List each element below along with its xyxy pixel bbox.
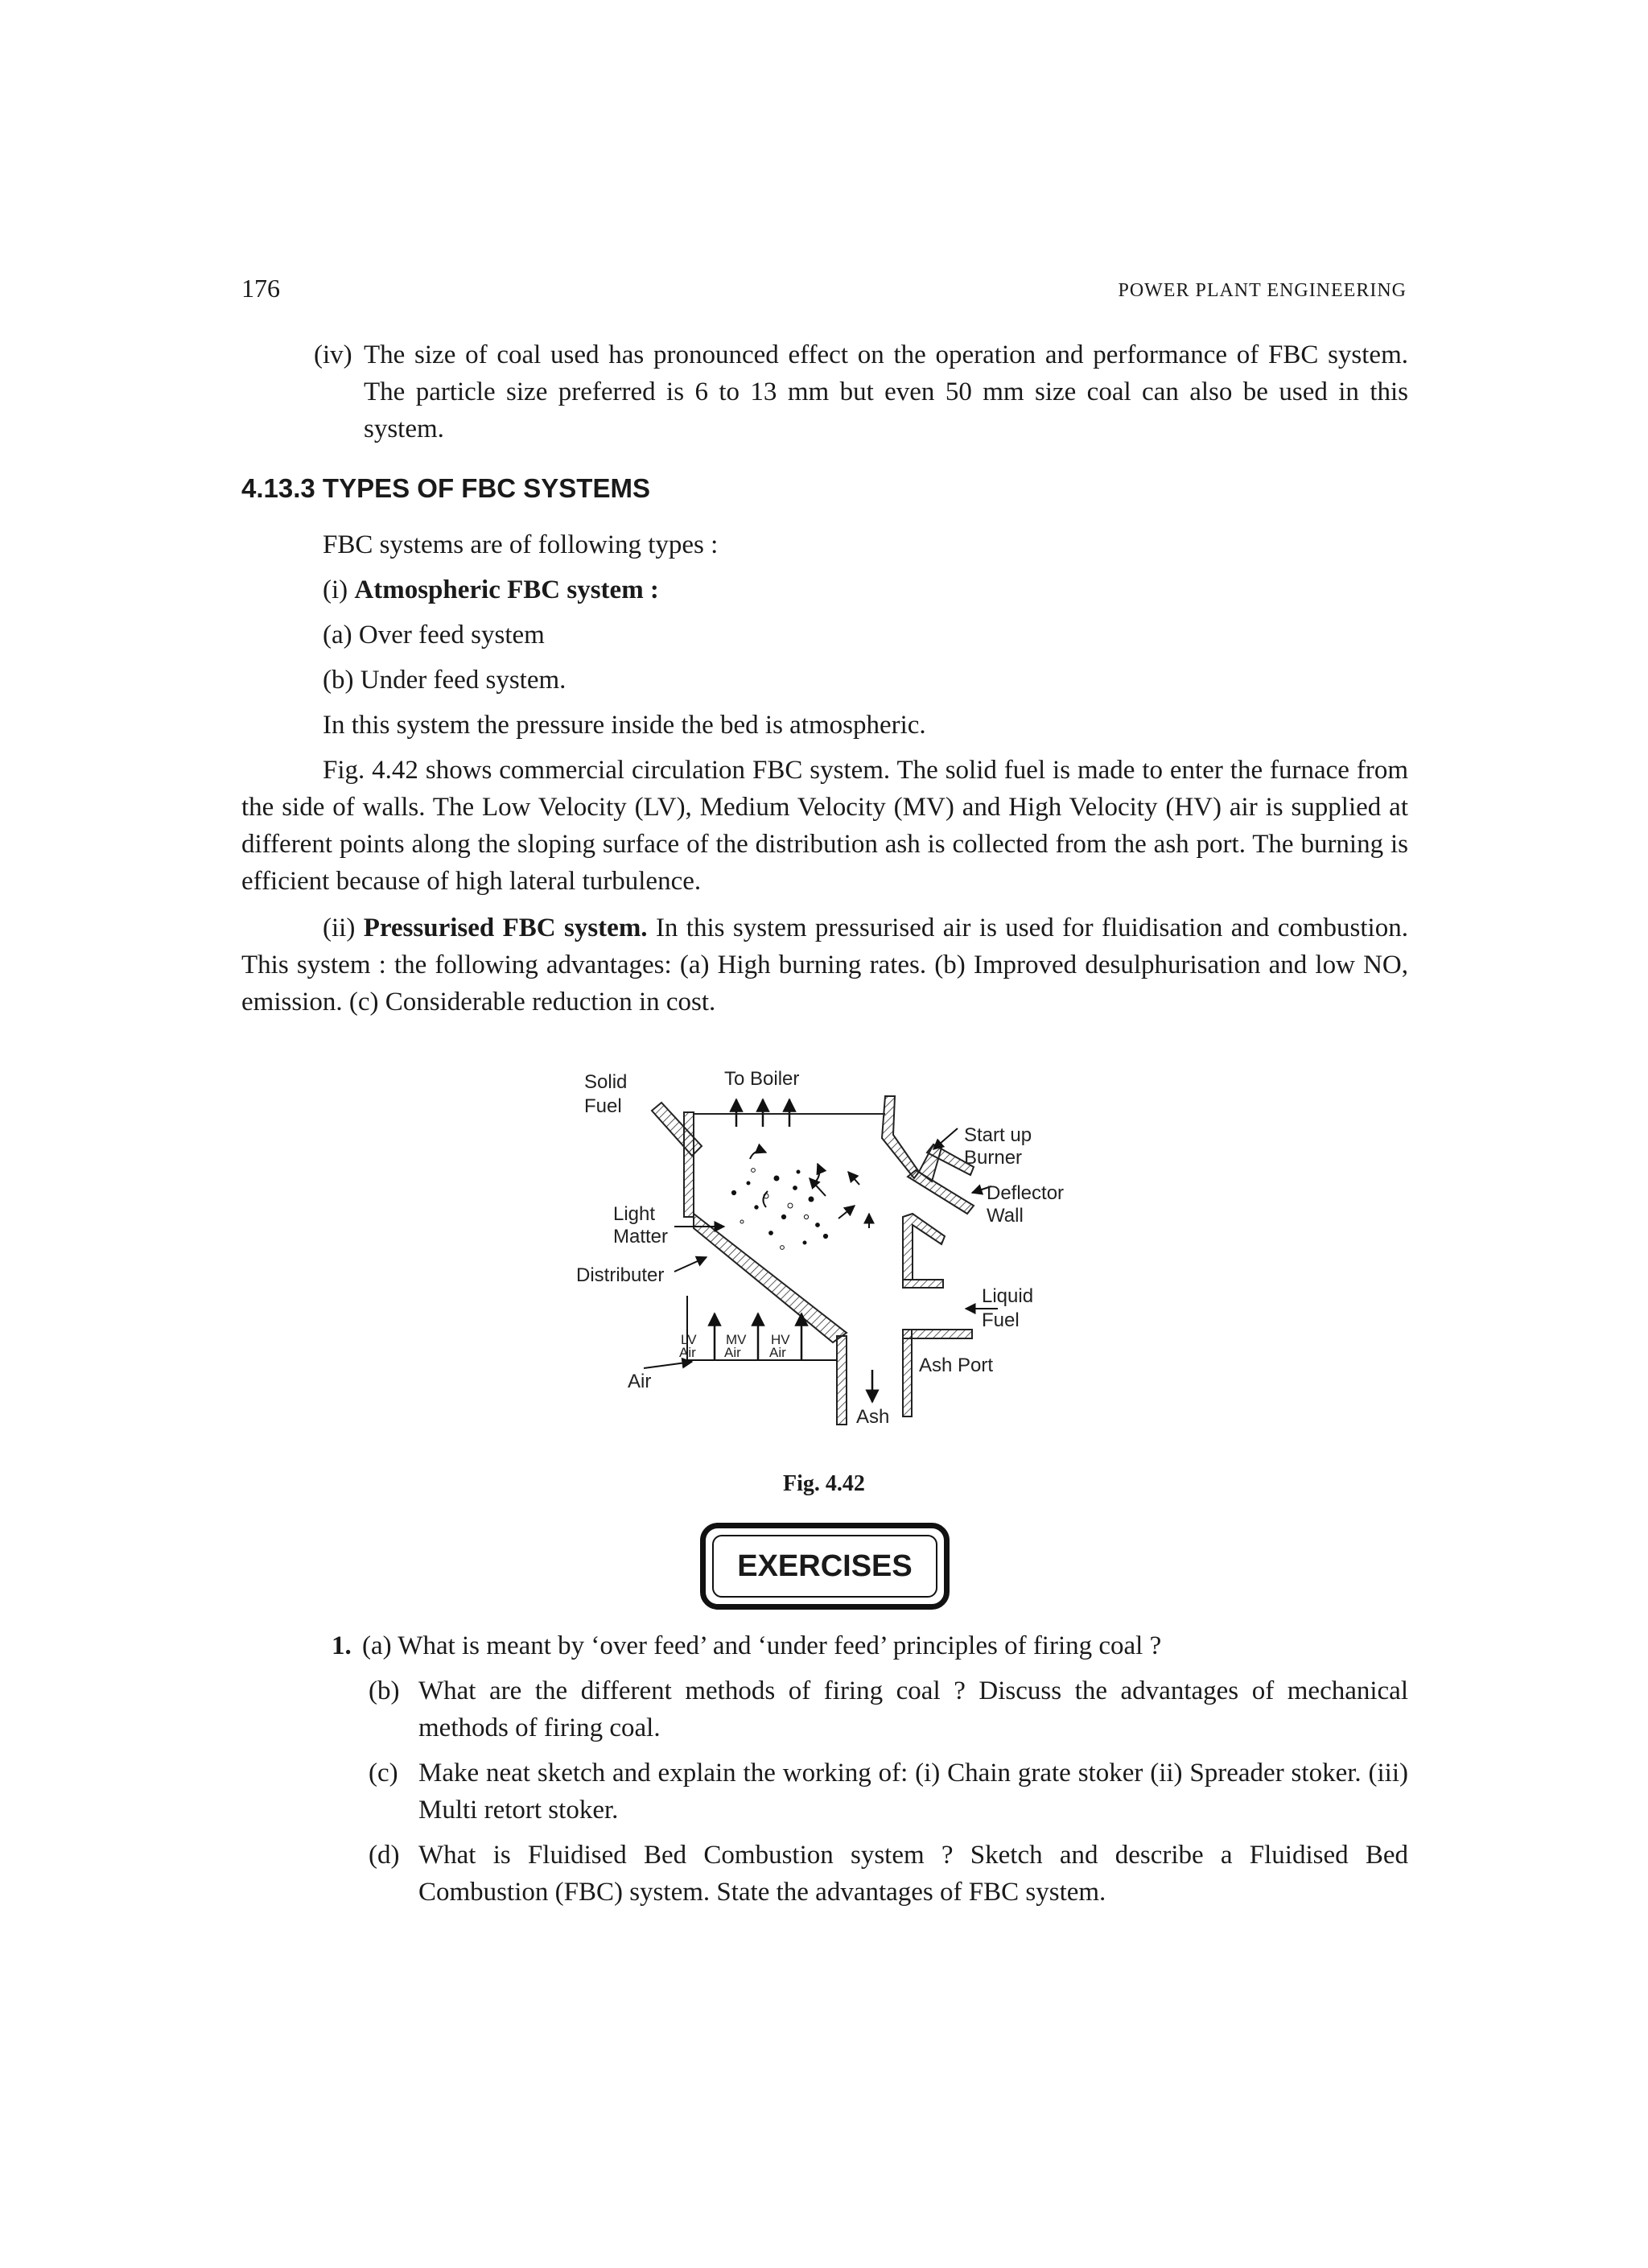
item-label: (b) <box>323 666 354 695</box>
item-text: What is meant by ‘over feed’ and ‘under feed’ principles of firing coal ? <box>398 1631 1162 1660</box>
label-ash-port: Ash Port <box>919 1355 994 1376</box>
question-c <box>369 1755 1408 1829</box>
label-mv: MV <box>726 1332 747 1347</box>
item-title: Atmospheric FBC system : <box>354 575 659 604</box>
item-title: Pressurised FBC system. <box>363 913 648 942</box>
deflector-wall <box>908 1170 974 1214</box>
question-number-label: 1. <box>332 1631 352 1660</box>
turbulence-arrows <box>750 1151 869 1228</box>
label-burner: Burner <box>964 1147 1023 1169</box>
section-heading: 4.13.3 TYPES OF FBC SYSTEMS <box>241 473 650 503</box>
lower-right-horizontal <box>903 1330 972 1338</box>
item-label: (i) <box>323 575 348 604</box>
item-label: (a) <box>362 1631 392 1660</box>
fbc-figure <box>555 1046 1102 1449</box>
label-liquid: Liquid <box>982 1285 1034 1307</box>
item-i-line <box>323 571 659 608</box>
intro-line: FBC systems are of following types : <box>323 530 719 559</box>
question-b <box>369 1672 1408 1746</box>
label-lv: LV <box>681 1332 697 1347</box>
label-start-up: Start up <box>964 1124 1032 1146</box>
label-ash: Ash <box>856 1406 890 1428</box>
question-number <box>332 1627 352 1664</box>
distributer-arrow <box>674 1257 707 1272</box>
label-hv-air: Air <box>769 1345 786 1360</box>
item-text: Under feed system. <box>360 666 566 695</box>
label-hv: HV <box>771 1332 790 1347</box>
item-text: Make neat sketch and explain the working of: (i) Chain grate stoker (ii) Spreader stoker. (iii) Multi retort stoker. <box>418 1759 1408 1825</box>
item-label: (b) <box>369 1676 400 1705</box>
pressure-note: In this system the pressure inside the bed is atmospheric. <box>323 711 926 740</box>
running-title: POWER PLANT ENGINEERING <box>1118 280 1407 301</box>
lower-right-vertical <box>903 1330 912 1416</box>
figure-caption: Fig. 4.42 <box>783 1471 865 1496</box>
item-text: Over feed system <box>358 621 545 649</box>
fluidised-particles <box>731 1169 827 1250</box>
label-wall: Wall <box>987 1205 1024 1227</box>
startup-burner-wall <box>882 1096 919 1178</box>
upper-right-bracket-base <box>903 1280 943 1288</box>
item-b-line <box>323 662 566 699</box>
label-liquid-fuel: Fuel <box>982 1309 1020 1331</box>
paragraph-ii <box>241 909 1408 1021</box>
label-air: Air <box>628 1371 652 1392</box>
item-a-line <box>323 616 545 654</box>
item-label: (d) <box>369 1841 400 1870</box>
label-solid: Solid <box>584 1071 628 1093</box>
exercises-box <box>700 1523 950 1610</box>
item-label: (a) <box>323 621 352 649</box>
paragraph-iv <box>314 336 1408 447</box>
item-label: (c) <box>369 1759 398 1788</box>
startup-burner-arrow <box>933 1128 958 1149</box>
furnace-left-wall <box>684 1112 694 1217</box>
label-fuel: Fuel <box>584 1095 622 1117</box>
question-a <box>362 1627 1408 1664</box>
paragraph-text: In this system pressurised air is used for fluidisation and combustion. This system : the following advantages: (a) High burning rates. (b) Improved desulphurisation and low NO, emission. (c) Considerable reduction in cost. <box>241 913 1408 1016</box>
label-to-boiler: To Boiler <box>724 1068 800 1090</box>
page-number: 176 <box>241 274 280 303</box>
question-d <box>369 1837 1408 1911</box>
exercises-title: EXERCISES <box>712 1535 937 1598</box>
label-distributer: Distributer <box>576 1264 665 1286</box>
item-text: What are the different methods of firing coal ? Discuss the advantages of mechanical methods of firing coal. <box>418 1676 1408 1742</box>
item-text: What is Fluidised Bed Combustion system ? Sketch and describe a Fluidised Bed Combustion (FBC) system. State the advantages of FBC system. <box>418 1841 1408 1907</box>
upper-right-bracket <box>903 1214 945 1280</box>
label-deflector: Deflector <box>987 1182 1065 1204</box>
label-light: Light <box>613 1203 656 1225</box>
ash-port-wall <box>837 1336 847 1425</box>
paragraph-text: The size of coal used has pronounced effect on the operation and performance of FBC system. The particle size preferred is 6 to 13 mm but even 50 mm size coal can also be used in this system. <box>364 340 1408 443</box>
item-label: (iv) <box>314 340 352 369</box>
figure-description-paragraph: Fig. 4.42 shows commercial circulation FBC system. The solid fuel is made to enter the furnace from the side of walls. The Low Velocity (LV), Medium Velocity (MV) and High Velocity (HV) air is supplied at different points along the sloping surface of the distribution ash is collected from the ash port. The burning is efficient because of high lateral turbulence. <box>241 756 1408 896</box>
label-mv-air: Air <box>724 1345 741 1360</box>
item-label: (ii) <box>323 913 356 942</box>
label-lv-air: Air <box>679 1345 696 1360</box>
label-matter: Matter <box>613 1226 669 1247</box>
air-inlet-arrow <box>644 1362 692 1368</box>
